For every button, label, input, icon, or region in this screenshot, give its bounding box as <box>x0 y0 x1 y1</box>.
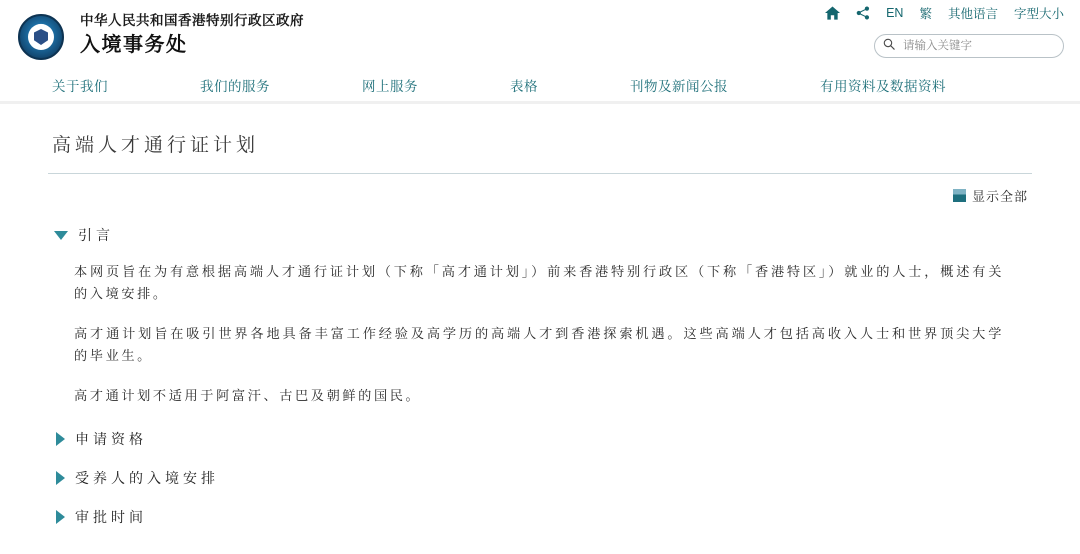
chevron-right-icon <box>56 432 65 446</box>
accordion-header-introduction[interactable] <box>52 225 1032 245</box>
main-navigation <box>0 68 1080 104</box>
search-input[interactable] <box>901 39 1055 53</box>
paragraph: 本网页旨在为有意根据高端人才通行证计划（下称「高才通计划」）前来香港特别行政区（下称「香港特区」）就业的人士，概述有关的入境安排。 <box>74 264 1004 301</box>
nav-item-our-services[interactable]: 我们的服务 <box>200 78 270 94</box>
main-content <box>0 104 1080 527</box>
chevron-down-icon <box>54 231 68 240</box>
nav-item-forms[interactable]: 表格 <box>510 78 538 94</box>
accordion-header-dependants[interactable] <box>52 468 1032 488</box>
show-all-label[interactable]: 显示全部 <box>971 189 1028 204</box>
page-title: 高端人才通行证计划 <box>48 104 1032 174</box>
accordion-title-eligibility: 申请资格 <box>75 431 147 447</box>
paragraph: 高才通计划旨在吸引世界各地具备丰富工作经验及高学历的高端人才到香港探索机遇。这些高端人才包括高收入人士和世界顶尖大学的毕业生。 <box>74 326 1004 363</box>
accordion-title-dependants: 受养人的入境安排 <box>75 470 219 486</box>
font-size-control[interactable]: 字型大小 <box>1013 7 1064 21</box>
organization-name <box>80 8 304 58</box>
search-box[interactable] <box>874 34 1064 58</box>
nav-item-about-us[interactable]: 关于我们 <box>52 78 108 94</box>
nav-item-online-services[interactable]: 网上服务 <box>362 78 418 94</box>
accordion <box>48 211 1032 527</box>
show-all-control[interactable] <box>48 174 1032 211</box>
accordion-header-eligibility[interactable] <box>52 429 1032 449</box>
search-icon <box>883 37 895 55</box>
nav-item-useful-information[interactable]: 有用资料及数据资料 <box>820 78 946 94</box>
paragraph: 高才通计划不适用于阿富汗、古巴及朝鲜的国民。 <box>74 388 422 403</box>
hk-immigration-department-crest-icon[interactable] <box>12 8 70 66</box>
chevron-right-icon <box>56 510 65 524</box>
government-name: 中华人民共和国香港特别行政区政府 <box>80 13 304 28</box>
language-tc-link[interactable]: 繁 <box>919 7 932 21</box>
share-icon[interactable] <box>856 6 870 20</box>
site-header <box>0 0 1080 68</box>
accordion-header-processing-time[interactable] <box>52 507 1032 527</box>
home-icon[interactable] <box>825 6 840 20</box>
expand-all-icon <box>953 189 966 202</box>
other-languages-link[interactable]: 其他语言 <box>947 7 998 21</box>
accordion-title-processing-time: 审批时间 <box>75 509 147 525</box>
accordion-body-introduction <box>52 257 1032 407</box>
accordion-collapsed-list <box>52 429 1032 527</box>
language-en-link[interactable]: EN <box>886 6 904 20</box>
chevron-right-icon <box>56 471 65 485</box>
utility-bar <box>825 4 1064 22</box>
accordion-title-introduction: 引言 <box>78 227 114 243</box>
nav-item-publications-press[interactable]: 刊物及新闻公报 <box>630 78 728 94</box>
department-name: 入境事务处 <box>80 34 188 56</box>
